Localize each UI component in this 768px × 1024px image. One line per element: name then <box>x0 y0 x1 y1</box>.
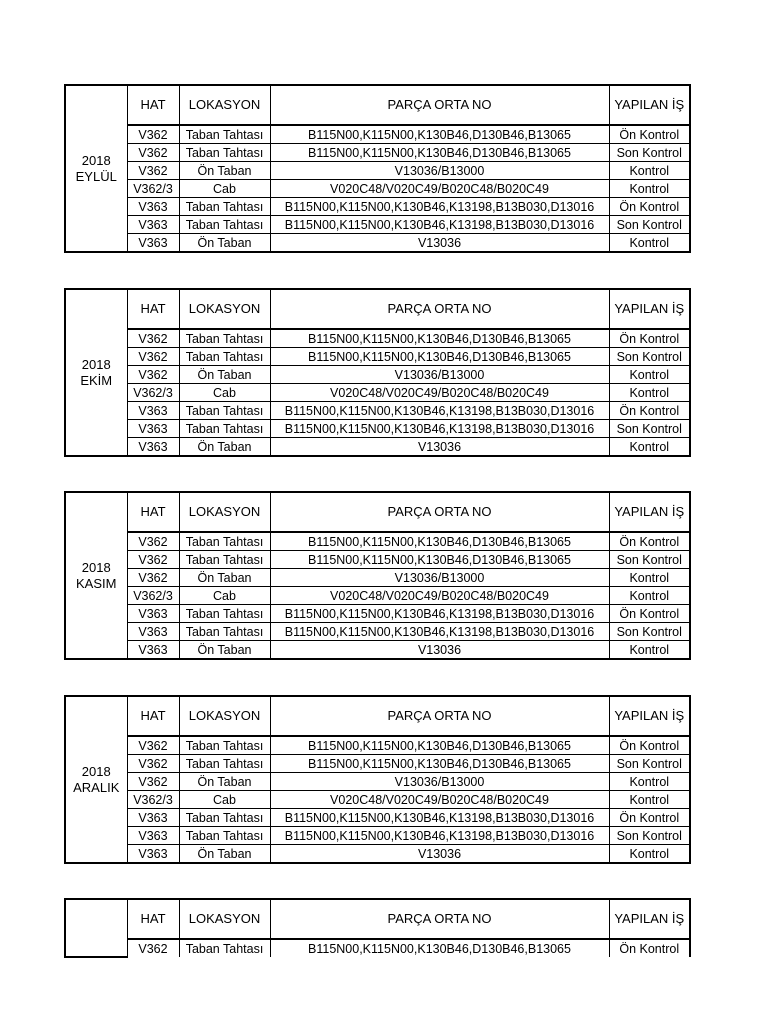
cell-hat: V362 <box>127 366 179 384</box>
header-row <box>65 696 690 736</box>
header-parca-orta-no: PARÇA ORTA NO <box>270 289 609 329</box>
cell-lokasyon: Ön Taban <box>179 773 270 791</box>
table-row <box>65 736 690 755</box>
cell-yapilan-is: Kontrol <box>609 587 690 605</box>
cell-hat: V362/3 <box>127 791 179 809</box>
table-row <box>65 939 690 957</box>
cell-lokasyon: Taban Tahtası <box>179 348 270 366</box>
cell-parca-orta-no: B115N00,K115N00,K130B46,D130B46,B13065 <box>270 939 609 957</box>
header-row <box>65 492 690 532</box>
cell-parca-orta-no: B115N00,K115N00,K130B46,K13198,B13B030,D13016 <box>270 420 609 438</box>
cell-lokasyon: Taban Tahtası <box>179 125 270 144</box>
cell-parca-orta-no: V13036 <box>270 845 609 864</box>
cell-parca-orta-no: V020C48/V020C49/B020C48/B020C49 <box>270 180 609 198</box>
cell-parca-orta-no: V13036 <box>270 438 609 457</box>
cell-yapilan-is: Son Kontrol <box>609 216 690 234</box>
cell-lokasyon: Taban Tahtası <box>179 420 270 438</box>
table-row <box>65 144 690 162</box>
cell-hat: V362 <box>127 939 179 957</box>
inspection-table <box>64 695 691 864</box>
period-block-3 <box>64 491 691 660</box>
cell-hat: V363 <box>127 605 179 623</box>
table-row <box>65 551 690 569</box>
header-row <box>65 85 690 125</box>
cell-lokasyon: Ön Taban <box>179 234 270 253</box>
cell-lokasyon: Taban Tahtası <box>179 736 270 755</box>
period-month: EYLÜL <box>75 168 117 184</box>
cell-yapilan-is: Kontrol <box>609 180 690 198</box>
cell-lokasyon: Ön Taban <box>179 438 270 457</box>
cell-lokasyon: Cab <box>179 791 270 809</box>
cell-parca-orta-no: B115N00,K115N00,K130B46,D130B46,B13065 <box>270 348 609 366</box>
header-lokasyon: LOKASYON <box>179 696 270 736</box>
table-row <box>65 162 690 180</box>
table-row <box>65 348 690 366</box>
cell-hat: V362 <box>127 144 179 162</box>
cell-parca-orta-no: B115N00,K115N00,K130B46,K13198,B13B030,D13016 <box>270 216 609 234</box>
cell-hat: V362 <box>127 329 179 348</box>
cell-parca-orta-no: V13036 <box>270 234 609 253</box>
table-row <box>65 827 690 845</box>
cell-yapilan-is: Son Kontrol <box>609 420 690 438</box>
cell-yapilan-is: Son Kontrol <box>609 827 690 845</box>
cell-parca-orta-no: V13036/B13000 <box>270 773 609 791</box>
cell-hat: V362/3 <box>127 587 179 605</box>
cell-hat: V363 <box>127 198 179 216</box>
cell-lokasyon: Ön Taban <box>179 162 270 180</box>
cell-hat: V363 <box>127 438 179 457</box>
inspection-table <box>64 491 691 660</box>
cell-lokasyon: Ön Taban <box>179 366 270 384</box>
table-row <box>65 773 690 791</box>
cell-hat: V362 <box>127 551 179 569</box>
cell-parca-orta-no: B115N00,K115N00,K130B46,D130B46,B13065 <box>270 551 609 569</box>
cell-lokasyon: Taban Tahtası <box>179 939 270 957</box>
table-row <box>65 420 690 438</box>
cell-parca-orta-no: V020C48/V020C49/B020C48/B020C49 <box>270 384 609 402</box>
cell-yapilan-is: Son Kontrol <box>609 144 690 162</box>
cell-yapilan-is: Kontrol <box>609 234 690 253</box>
cell-lokasyon: Taban Tahtası <box>179 755 270 773</box>
cell-parca-orta-no: B115N00,K115N00,K130B46,D130B46,B13065 <box>270 736 609 755</box>
cell-parca-orta-no: B115N00,K115N00,K130B46,K13198,B13B030,D13016 <box>270 198 609 216</box>
period-month: ARALIK <box>73 779 120 795</box>
table-row <box>65 384 690 402</box>
header-yapilan-is: YAPILAN İŞ <box>609 85 690 125</box>
period-block-2 <box>64 288 691 457</box>
cell-hat: V363 <box>127 420 179 438</box>
cell-hat: V362 <box>127 755 179 773</box>
header-yapilan-is: YAPILAN İŞ <box>609 289 690 329</box>
cell-parca-orta-no: V13036/B13000 <box>270 366 609 384</box>
cell-parca-orta-no: V13036/B13000 <box>270 569 609 587</box>
period-month: KASIM <box>76 575 117 591</box>
cell-hat: V362 <box>127 348 179 366</box>
header-parca-orta-no: PARÇA ORTA NO <box>270 696 609 736</box>
header-hat: HAT <box>127 492 179 532</box>
cell-yapilan-is: Son Kontrol <box>609 623 690 641</box>
inspection-table <box>64 898 691 958</box>
cell-yapilan-is: Kontrol <box>609 773 690 791</box>
cell-parca-orta-no: B115N00,K115N00,K130B46,K13198,B13B030,D13016 <box>270 827 609 845</box>
table-row <box>65 587 690 605</box>
cell-yapilan-is: Ön Kontrol <box>609 329 690 348</box>
table-row <box>65 438 690 457</box>
cell-hat: V363 <box>127 845 179 864</box>
cell-lokasyon: Taban Tahtası <box>179 198 270 216</box>
cell-parca-orta-no: B115N00,K115N00,K130B46,K13198,B13B030,D13016 <box>270 623 609 641</box>
header-parca-orta-no: PARÇA ORTA NO <box>270 492 609 532</box>
cell-yapilan-is: Kontrol <box>609 641 690 660</box>
cell-parca-orta-no: B115N00,K115N00,K130B46,D130B46,B13065 <box>270 532 609 551</box>
cell-lokasyon: Cab <box>179 587 270 605</box>
table-row <box>65 605 690 623</box>
cell-yapilan-is: Son Kontrol <box>609 551 690 569</box>
cell-yapilan-is: Son Kontrol <box>609 755 690 773</box>
header-row <box>65 899 690 939</box>
cell-hat: V362 <box>127 736 179 755</box>
header-yapilan-is: YAPILAN İŞ <box>609 492 690 532</box>
cell-lokasyon: Taban Tahtası <box>179 402 270 420</box>
cell-hat: V362 <box>127 162 179 180</box>
inspection-table <box>64 84 691 253</box>
cell-lokasyon: Taban Tahtası <box>179 551 270 569</box>
cell-hat: V363 <box>127 623 179 641</box>
cell-yapilan-is: Ön Kontrol <box>609 532 690 551</box>
cell-lokasyon: Taban Tahtası <box>179 827 270 845</box>
period-cell <box>65 289 127 456</box>
cell-parca-orta-no: B115N00,K115N00,K130B46,D130B46,B13065 <box>270 329 609 348</box>
cell-hat: V362 <box>127 125 179 144</box>
period-cell <box>65 492 127 659</box>
cell-yapilan-is: Son Kontrol <box>609 348 690 366</box>
cell-hat: V363 <box>127 216 179 234</box>
table-row <box>65 198 690 216</box>
period-month: EKİM <box>80 372 113 388</box>
header-yapilan-is: YAPILAN İŞ <box>609 899 690 939</box>
table-row <box>65 366 690 384</box>
period-year: 2018 <box>81 152 111 168</box>
cell-yapilan-is: Ön Kontrol <box>609 125 690 144</box>
header-parca-orta-no: PARÇA ORTA NO <box>270 899 609 939</box>
cell-lokasyon: Taban Tahtası <box>179 532 270 551</box>
header-hat: HAT <box>127 899 179 939</box>
cell-yapilan-is: Ön Kontrol <box>609 809 690 827</box>
cell-hat: V362 <box>127 773 179 791</box>
header-hat: HAT <box>127 85 179 125</box>
cell-yapilan-is: Ön Kontrol <box>609 605 690 623</box>
cell-yapilan-is: Kontrol <box>609 569 690 587</box>
cell-yapilan-is: Kontrol <box>609 845 690 864</box>
cell-lokasyon: Cab <box>179 180 270 198</box>
period-year: 2018 <box>81 763 111 779</box>
cell-yapilan-is: Kontrol <box>609 438 690 457</box>
cell-hat: V363 <box>127 827 179 845</box>
cell-yapilan-is: Kontrol <box>609 791 690 809</box>
cell-parca-orta-no: B115N00,K115N00,K130B46,D130B46,B13065 <box>270 144 609 162</box>
table-row <box>65 641 690 660</box>
cell-yapilan-is: Kontrol <box>609 366 690 384</box>
header-lokasyon: LOKASYON <box>179 899 270 939</box>
header-lokasyon: LOKASYON <box>179 492 270 532</box>
cell-yapilan-is: Ön Kontrol <box>609 736 690 755</box>
cell-lokasyon: Ön Taban <box>179 845 270 864</box>
cell-lokasyon: Taban Tahtası <box>179 809 270 827</box>
period-cell <box>65 899 127 957</box>
period-block-4 <box>64 695 691 864</box>
header-hat: HAT <box>127 289 179 329</box>
table-row <box>65 216 690 234</box>
header-hat: HAT <box>127 696 179 736</box>
table-row <box>65 180 690 198</box>
cell-hat: V363 <box>127 402 179 420</box>
cell-yapilan-is: Kontrol <box>609 162 690 180</box>
inspection-table <box>64 288 691 457</box>
cell-yapilan-is: Ön Kontrol <box>609 198 690 216</box>
cell-lokasyon: Taban Tahtası <box>179 216 270 234</box>
period-cell <box>65 696 127 863</box>
cell-parca-orta-no: B115N00,K115N00,K130B46,K13198,B13B030,D13016 <box>270 605 609 623</box>
cell-lokasyon: Cab <box>179 384 270 402</box>
table-row <box>65 125 690 144</box>
header-yapilan-is: YAPILAN İŞ <box>609 696 690 736</box>
period-year: 2018 <box>81 356 111 372</box>
table-row <box>65 623 690 641</box>
cell-lokasyon: Ön Taban <box>179 641 270 660</box>
cell-parca-orta-no: V13036 <box>270 641 609 660</box>
cell-hat: V362/3 <box>127 384 179 402</box>
cell-yapilan-is: Ön Kontrol <box>609 402 690 420</box>
header-parca-orta-no: PARÇA ORTA NO <box>270 85 609 125</box>
cell-parca-orta-no: B115N00,K115N00,K130B46,D130B46,B13065 <box>270 125 609 144</box>
table-row <box>65 532 690 551</box>
period-year: 2018 <box>81 559 111 575</box>
table-row <box>65 402 690 420</box>
table-row <box>65 329 690 348</box>
cell-lokasyon: Taban Tahtası <box>179 605 270 623</box>
table-row <box>65 845 690 864</box>
cell-lokasyon: Taban Tahtası <box>179 144 270 162</box>
table-row <box>65 234 690 253</box>
cell-parca-orta-no: B115N00,K115N00,K130B46,D130B46,B13065 <box>270 755 609 773</box>
table-row <box>65 755 690 773</box>
header-row <box>65 289 690 329</box>
table-row <box>65 569 690 587</box>
cell-hat: V362 <box>127 569 179 587</box>
period-cell <box>65 85 127 252</box>
header-lokasyon: LOKASYON <box>179 85 270 125</box>
cell-parca-orta-no: V13036/B13000 <box>270 162 609 180</box>
cell-lokasyon: Taban Tahtası <box>179 329 270 348</box>
cell-hat: V362/3 <box>127 180 179 198</box>
table-row <box>65 791 690 809</box>
table-row <box>65 809 690 827</box>
cell-yapilan-is: Ön Kontrol <box>609 939 690 957</box>
cell-parca-orta-no: V020C48/V020C49/B020C48/B020C49 <box>270 587 609 605</box>
header-lokasyon: LOKASYON <box>179 289 270 329</box>
cell-parca-orta-no: B115N00,K115N00,K130B46,K13198,B13B030,D13016 <box>270 402 609 420</box>
cell-hat: V363 <box>127 641 179 660</box>
period-block-1 <box>64 84 691 253</box>
cell-yapilan-is: Kontrol <box>609 384 690 402</box>
cell-hat: V362 <box>127 532 179 551</box>
period-block-5 <box>64 898 691 958</box>
cell-lokasyon: Taban Tahtası <box>179 623 270 641</box>
cell-lokasyon: Ön Taban <box>179 569 270 587</box>
cell-hat: V363 <box>127 234 179 253</box>
cell-parca-orta-no: B115N00,K115N00,K130B46,K13198,B13B030,D13016 <box>270 809 609 827</box>
cell-parca-orta-no: V020C48/V020C49/B020C48/B020C49 <box>270 791 609 809</box>
cell-hat: V363 <box>127 809 179 827</box>
